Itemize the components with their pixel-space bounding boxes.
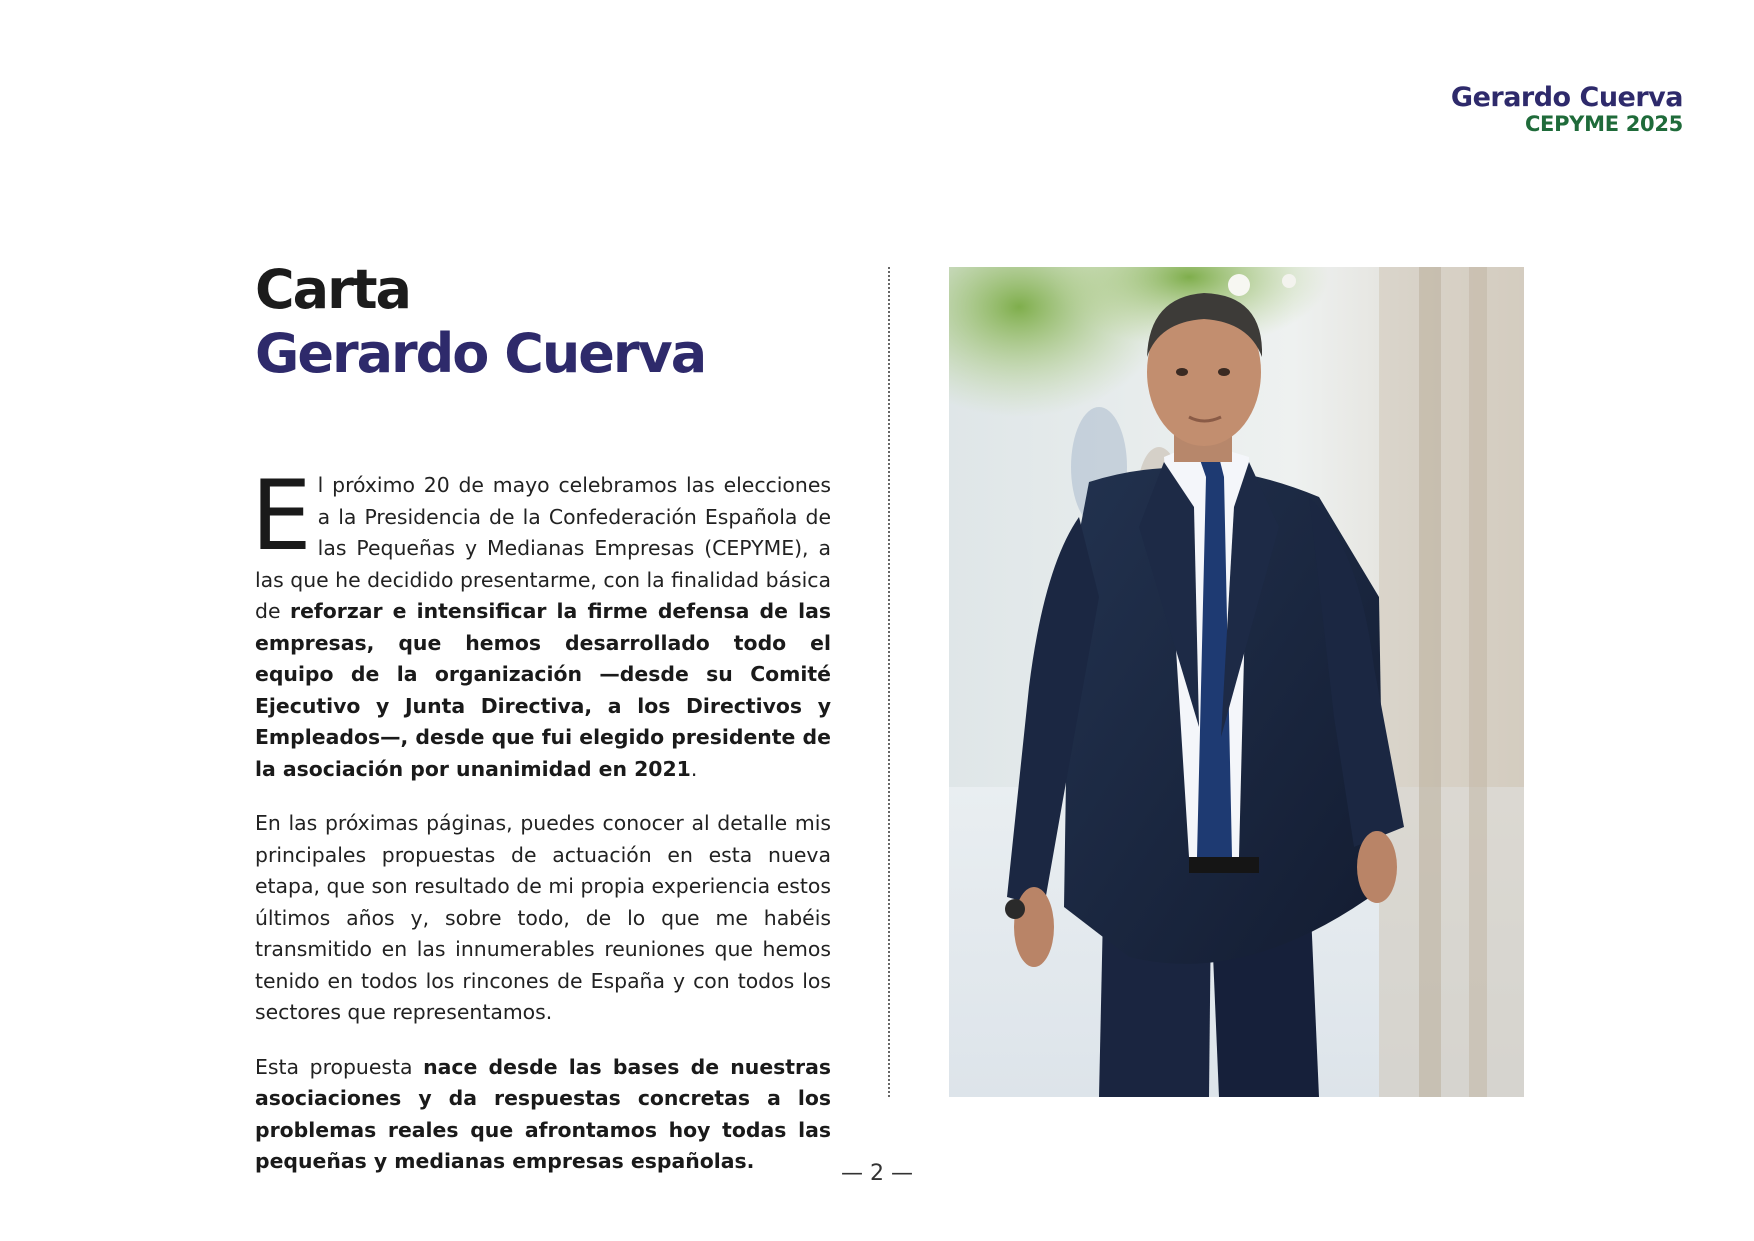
paragraph-1-end: . [690,756,698,781]
page-number: — 2 — [841,1161,913,1186]
letter-body [251,460,832,1201]
paragraph-1 [251,460,832,785]
paragraph-3-bold: nace desde las bases de nuestras asociaciones y da respuestas concretas a los problemas reales que afrontamos hoy todas las pequeñas y medianas empresas españolas. [255,1054,831,1173]
paragraph-3-text: Esta propuesta [255,1054,424,1079]
drop-cap: E [251,460,312,572]
brand-name: Gerardo Cuerva [1450,82,1683,113]
paragraph-1-text: l próximo 20 de mayo celebramos las elecciones a la Presidencia de la Confederación Española de las Pequeñas y Medianas Empresas (CEPYME), a las que he decidido presentarme, con la finalidad básica de [255,473,832,623]
paragraph-1-bold: reforzar e intensificar la firme defensa de las empresas, que hemos desarrollado todo el equipo de la organización —desde su Comité Ejecutivo y Junta Directiva, a los Directivos y Empleados—, desde que fui elegido presidente de la asociación por unanimidad en 2021 [255,599,831,781]
header-brand [1451,84,1683,135]
vertical-divider [888,267,890,1097]
title-line-2: Gerardo Cuerva [255,322,706,385]
title-line-1: Carta [255,258,410,321]
brand-subtitle: CEPYME 2025 [1524,112,1683,136]
paragraph-3 [255,1052,831,1178]
page-title [255,258,705,386]
portrait-photo [949,267,1524,1097]
paragraph-2: En las próximas páginas, puedes conocer al detalle mis principales propuestas de actuación en esta nueva etapa, que son resultado de mi propia experiencia estos últimos años y, sobre todo, de lo que me habéis transmitido en las innumerables reuniones que hemos tenido en todos los rincones de España y con todos los sectores que representamos. [255,811,831,1024]
